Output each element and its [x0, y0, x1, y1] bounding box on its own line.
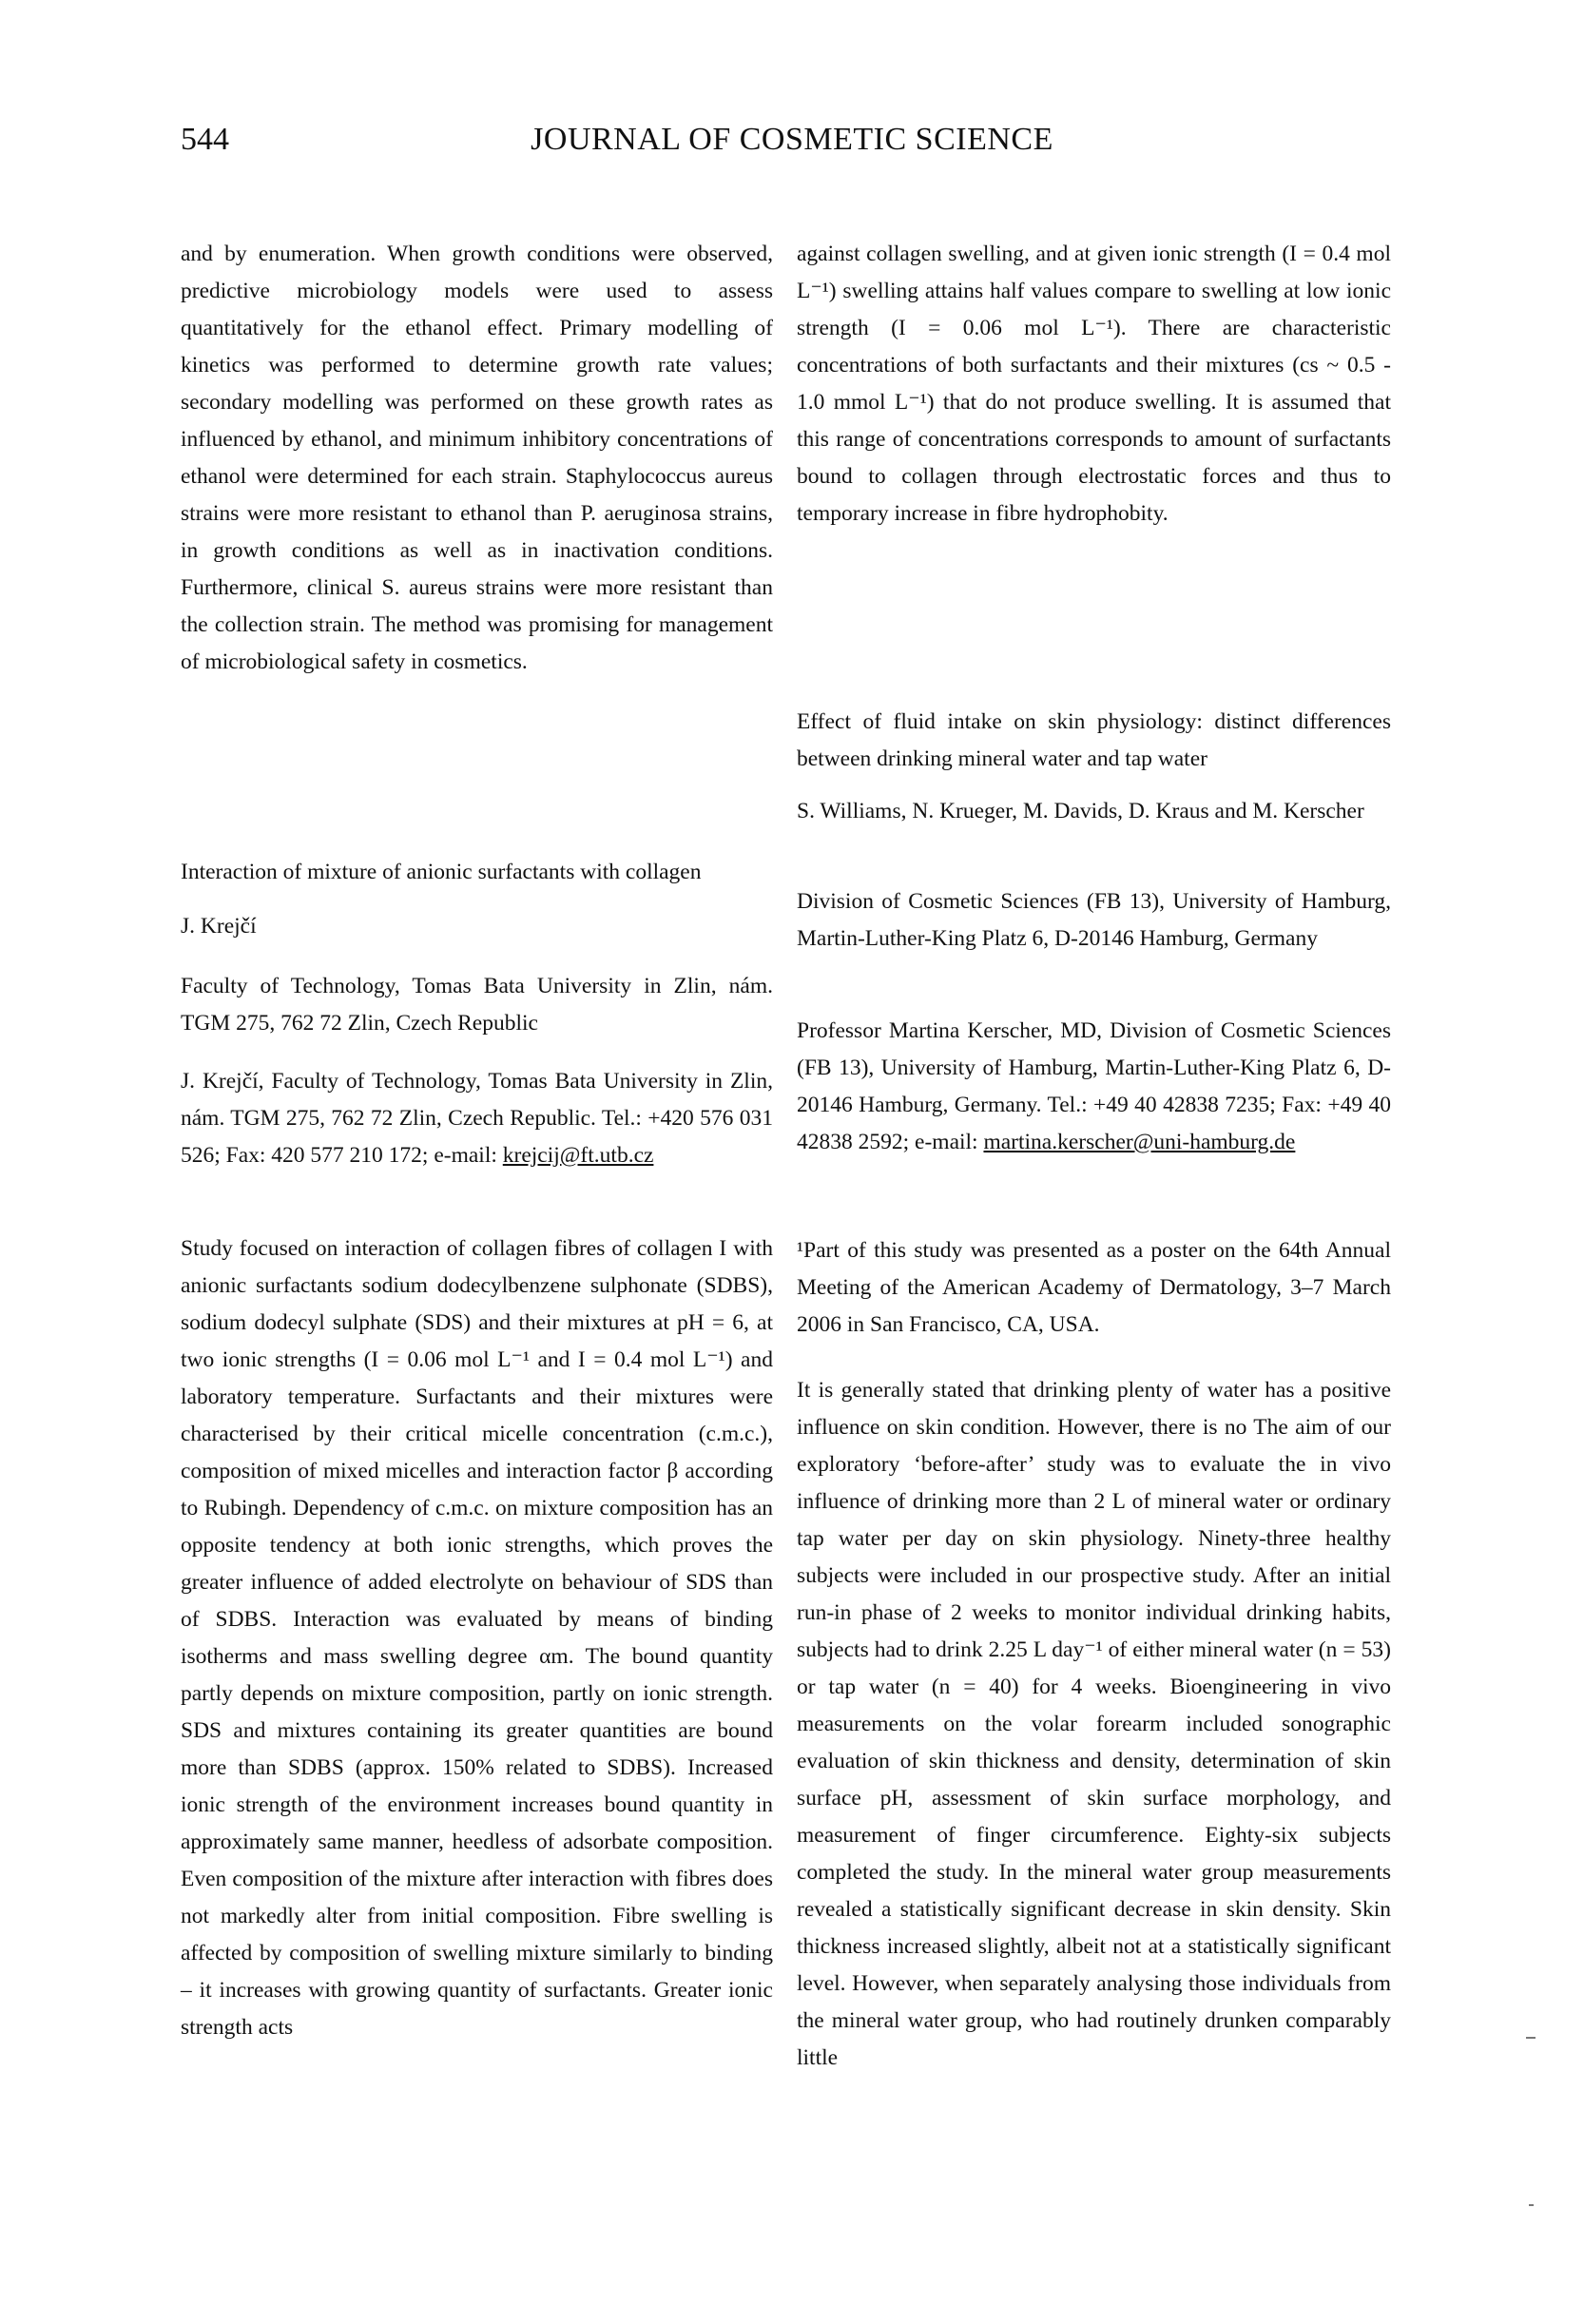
authors-right: S. Williams, N. Krueger, M. Davids, D. Kraus and M. Kerscher [797, 799, 1364, 823]
scan-mark [1526, 2037, 1536, 2039]
correspondence-left-text: J. Krejčí, Faculty of Technology, Tomas Bata University in Zlin, nám. TGM 275, 762 72 Zlin, Czech Republic. Tel.: +420 576 031 526; Fax: 420 577 210 172; e-mail: [181, 1069, 773, 1168]
correspondence-right-text: Professor Martina Kerscher, MD, Division of Cosmetic Sciences (FB 13), University of Hamburg, Martin-Luther-King Platz 6, D-20146 Hamburg, Germany. Tel.: +49 40 42838 7235; Fax: +49 40 42838 2592; e-mail: [797, 1018, 1391, 1154]
footnote: ¹Part of this study was presented as a poster on the 64th Annual Meeting of the American Academy of Dermatology, 3–7 March 2006 in San Francisco, CA, USA. [797, 1238, 1391, 1337]
right-continued-text: against collagen swelling, and at given ionic strength (I = 0.4 mol L⁻¹) swelling attains half values compare to swelling at low ionic strength (I = 0.06 mol L⁻¹). There are characteristic concentrations of both surfactants and their mixtures (cs ~ 0.5 - 1.0 mmol L⁻¹) that do not produce swelling. It is assumed that this range of concentrations corresponds to amount of surfactants bound to collagen through electrostatic forces and thus to temporary increase in fibre hydrophobity. [797, 242, 1391, 526]
running-header: JOURNAL OF COSMETIC SCIENCE [531, 122, 1053, 157]
article-title-surfactants: Interaction of mixture of anionic surfactants with collagen [181, 860, 702, 884]
scan-mark [1529, 2204, 1534, 2206]
article-title-fluid-intake: Effect of fluid intake on skin physiology: distinct differences between drinking mineral water and tap water [797, 709, 1391, 771]
affiliation-right: Division of Cosmetic Sciences (FB 13), University of Hamburg, Martin-Luther-King Platz 6, D-20146 Hamburg, Germany [797, 889, 1391, 951]
email-link-krejci[interactable]: krejcij@ft.utb.cz [502, 1143, 654, 1168]
email-link-kerscher[interactable]: martina.kerscher@uni-hamburg.de [983, 1130, 1296, 1154]
affiliation-left: Faculty of Technology, Tomas Bata University in Zlin, nám. TGM 275, 762 72 Zlin, Czech Republic [181, 974, 773, 1036]
abstract-right: It is generally stated that drinking plenty of water has a positive influence on skin condition. However, there is no The aim of our exploratory ‘before-after’ study was to evaluate the in vivo influence of drinking more than 2 L of mineral water or ordinary tap water per day on skin physiology. Ninety-three healthy subjects were included in our prospective study. After an initial run-in phase of 2 weeks to monitor individual drinking habits, subjects had to drink 2.25 L day⁻¹ of either mineral water (n = 53) or tap water (n = 40) for 4 weeks. Bioengineering in vivo measurements on the volar forearm included sonographic evaluation of skin thickness and density, determination of skin surface pH, assessment of skin surface morphology, and measurement of finger circumference. Eighty-six subjects completed the study. In the mineral water group measurements revealed a statistically significant decrease in skin density. Skin thickness increased slightly, albeit not at a statistically significant level. However, when separately analysing those individuals from the mineral water group, who had routinely drunken comparably little [797, 1378, 1391, 2070]
correspondence-left [181, 1063, 773, 1174]
abstract-left: Study focused on interaction of collagen fibres of collagen I with anionic surfactants sodium dodecylbenzene sulphonate (SDBS), sodium dodecyl sulphate (SDS) and their mixtures at pH = 6, at two ionic strengths (I = 0.06 mol L⁻¹ and I = 0.4 mol L⁻¹) and laboratory temperature. Surfactants and their mixtures were characterised by their critical micelle concentration (c.m.c.), composition of mixed micelles and interaction factor β according to Rubingh. Dependency of c.m.c. on mixture composition has an opposite tendency at both ionic strengths, which proves the greater influence of added electrolyte on behaviour of SDS than of SDBS. Interaction was evaluated by means of binding isotherms and mass swelling degree αm. The bound quantity partly depends on mixture composition, partly on ionic strength. SDS and mixtures containing its greater quantities are bound more than SDBS (approx. 150% related to SDBS). Increased ionic strength of the environment increases bound quantity in approximately same manner, heedless of adsorbate composition. Even composition of the mixture after interaction with fibres does not markedly alter from initial composition. Fibre swelling is affected by composition of swelling mixture similarly to binding – it increases with growing quantity of surfactants. Greater ionic strength acts [181, 1236, 773, 2040]
author-krejci: J. Krejčí [181, 914, 257, 939]
correspondence-right [797, 1013, 1391, 1161]
left-continued-text: and by enumeration. When growth conditions were observed, predictive microbiology models were used to assess quantitatively for the ethanol effect. Primary modelling of kinetics was performed to determine growth rate values; secondary modelling was performed on these growth rates as influenced by ethanol, and minimum inhibitory concentrations of ethanol were determined for each strain. Staphylococcus aureus strains were more resistant to ethanol than P. aeruginosa strains, in growth conditions as well as in inactivation conditions. Furthermore, clinical S. aureus strains were more resistant than the collection strain. The method was promising for management of microbiological safety in cosmetics. [181, 242, 773, 674]
page-number: 544 [181, 122, 229, 157]
